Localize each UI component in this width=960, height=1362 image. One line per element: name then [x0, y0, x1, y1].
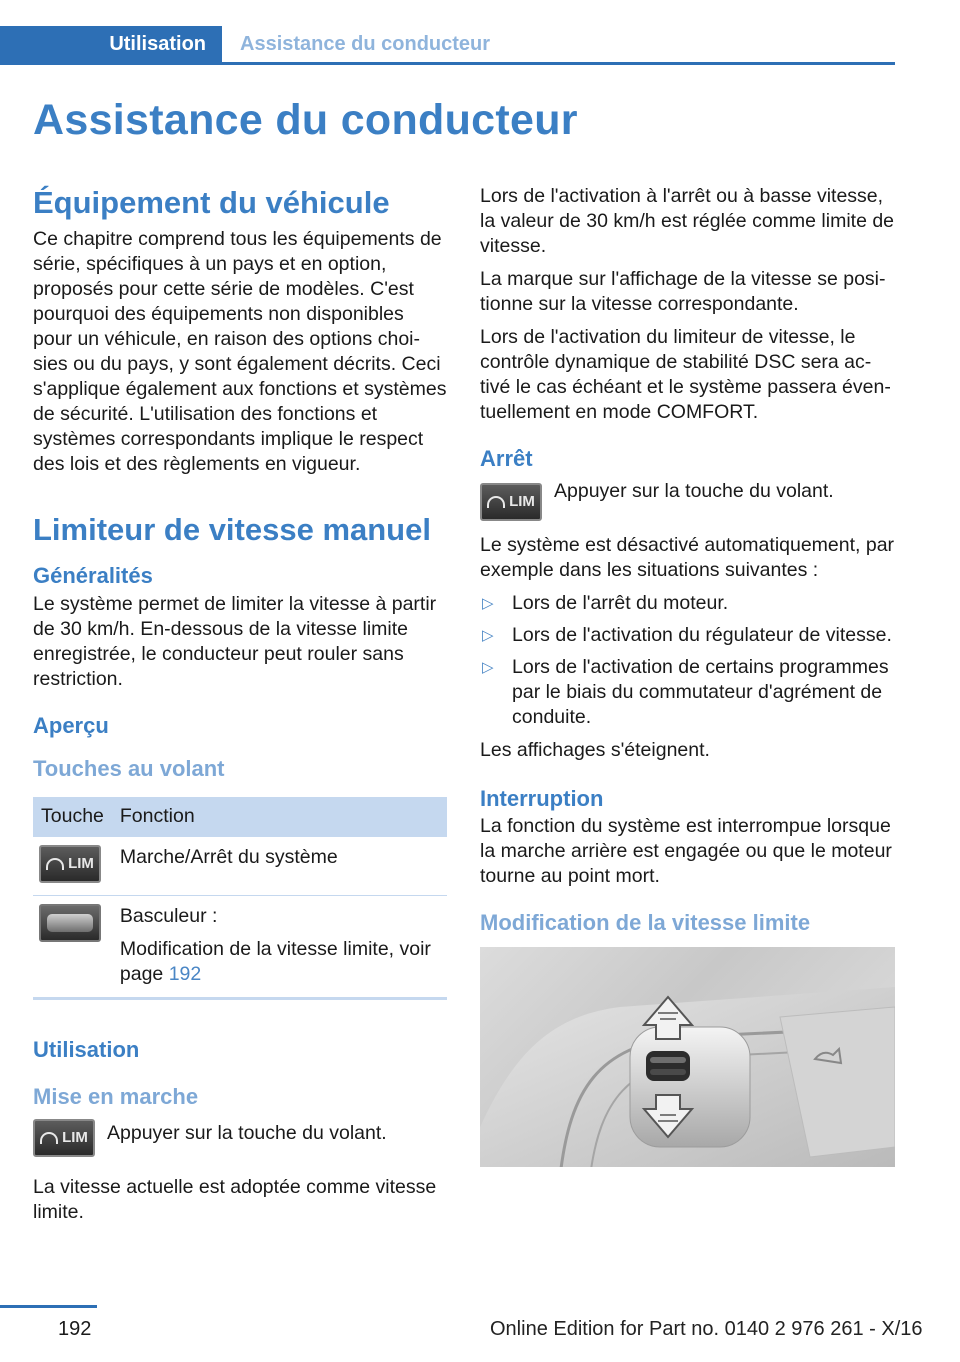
interrupt-heading: Interruption: [480, 785, 604, 811]
row2-function-a: Basculeur :: [119, 904, 218, 927]
table-row: [33, 837, 447, 896]
col-key: Touche: [33, 797, 112, 837]
displays-off-text: Les affichages s'éteignent.: [480, 738, 710, 761]
steering-wheel-figure: [480, 947, 895, 1167]
steering-wheel-illustration: [480, 947, 895, 1167]
start-row: [33, 1119, 447, 1157]
activation-text: Lors de l'activation à l'arrêt ou à basse vitesse, la valeur de 30 km/h est réglée comme limite de vitesse.: [480, 185, 895, 257]
lim-label: LIM: [68, 855, 94, 873]
triangle-bullet-icon: ▷: [482, 594, 494, 612]
tab-assistance[interactable]: Assistance du conducteur: [240, 33, 491, 55]
page-title: Assistance du conducteur: [33, 96, 578, 144]
auto-off-list: [480, 591, 895, 730]
header-tabs: [0, 26, 895, 65]
start-text: Appuyer sur la touche du volant.: [107, 1121, 387, 1144]
auto-off-text: Le système est désactivé automatiquement, par exemple dans les situations suivantes :: [480, 533, 895, 581]
general-text: Le système permet de limiter la vitesse à partir de 30 km/h. En-dessous de la vitesse limite enregistrée, le conducteur peut rouler sans restriction.: [33, 592, 437, 690]
keys-heading: Touches au volant: [33, 756, 225, 782]
page-number-bar: [0, 1305, 97, 1308]
page-link[interactable]: 192: [168, 962, 202, 985]
limiter-heading: Limiteur de vitesse manuel: [33, 512, 431, 548]
right-column: [480, 184, 895, 1167]
stop-text: Appuyer sur la touche du volant.: [554, 479, 834, 502]
stop-row: [480, 479, 895, 521]
modify-heading: Modification de la vitesse limite: [480, 910, 811, 935]
usage-heading: Utilisation: [33, 1036, 140, 1062]
lim-key-icon: [480, 483, 542, 521]
interrupt-text: La fonction du système est interrompue lorsque la marche arrière est engagée ou que le moteur tourne au point mort.: [480, 815, 892, 887]
dsc-text: Lors de l'activation du limiteur de vitesse, le contrôle dynamique de stabilité DSC sera activé le cas échéant et le système passera éventuellement en mode COMFORT.: [480, 326, 891, 423]
triangle-bullet-icon: ▷: [482, 658, 494, 676]
start-heading: Mise en marche: [33, 1084, 199, 1110]
overview-heading: Aperçu: [33, 712, 109, 738]
triangle-bullet-icon: ▷: [482, 626, 494, 644]
edition-footer: Online Edition for Part no. 0140 2 976 261 - X/16: [490, 1318, 923, 1340]
equipment-heading: Équipement du véhicule: [33, 185, 390, 220]
gauge-icon: [46, 858, 64, 870]
marker-text: La marque sur l'affichage de la vitesse se positionne sur la vitesse correspondante.: [480, 268, 886, 315]
tab-utilisation[interactable]: Utilisation: [0, 26, 222, 62]
general-heading: Généralités: [33, 563, 153, 589]
left-column: [33, 184, 447, 1233]
stop-heading: Arrêt: [480, 446, 533, 471]
lim-key-icon: [39, 845, 101, 883]
list-item: ▷ Lors de l'arrêt du moteur.: [482, 591, 729, 614]
list-item: ▷ Lors de l'activation de certains programmes par le biais du commutateur d'agrément de conduite.: [482, 655, 889, 728]
keys-table: [33, 797, 447, 1000]
lim-label: LIM: [509, 493, 535, 510]
equipment-text: Ce chapitre comprend tous les équipements de série, spécifiques à un pays et en option, proposés pour cette série de modèles. C'est pourquoi des équipements non disponibles pour un véhicule, en raison des options choisies ou du pays, y sont également décrits. Ceci s'applique également aux fonctions et systèmes de sécurité. L'utilisation des fonctions et systèmes correspondants implique le respect des lois et des règlements en vigueur.: [33, 228, 447, 476]
table-header: [33, 797, 447, 837]
table-row: [33, 895, 447, 998]
rocker-switch-icon: [39, 904, 101, 942]
list-item: ▷ Lors de l'activation du régulateur de vitesse.: [482, 623, 892, 646]
row1-function: Marche/Arrêt du système: [112, 837, 447, 896]
col-function: Fonction: [112, 797, 447, 837]
lim-key-icon: [33, 1119, 95, 1157]
page-number: 192: [58, 1318, 92, 1340]
gauge-icon: [40, 1132, 58, 1144]
lim-label: LIM: [62, 1129, 88, 1147]
row2-function-b: Modification de la vitesse limite, voir page: [119, 937, 431, 985]
gauge-icon: [487, 496, 505, 508]
start-after-text: La vitesse actuelle est adoptée comme vitesse limite.: [33, 1175, 437, 1223]
